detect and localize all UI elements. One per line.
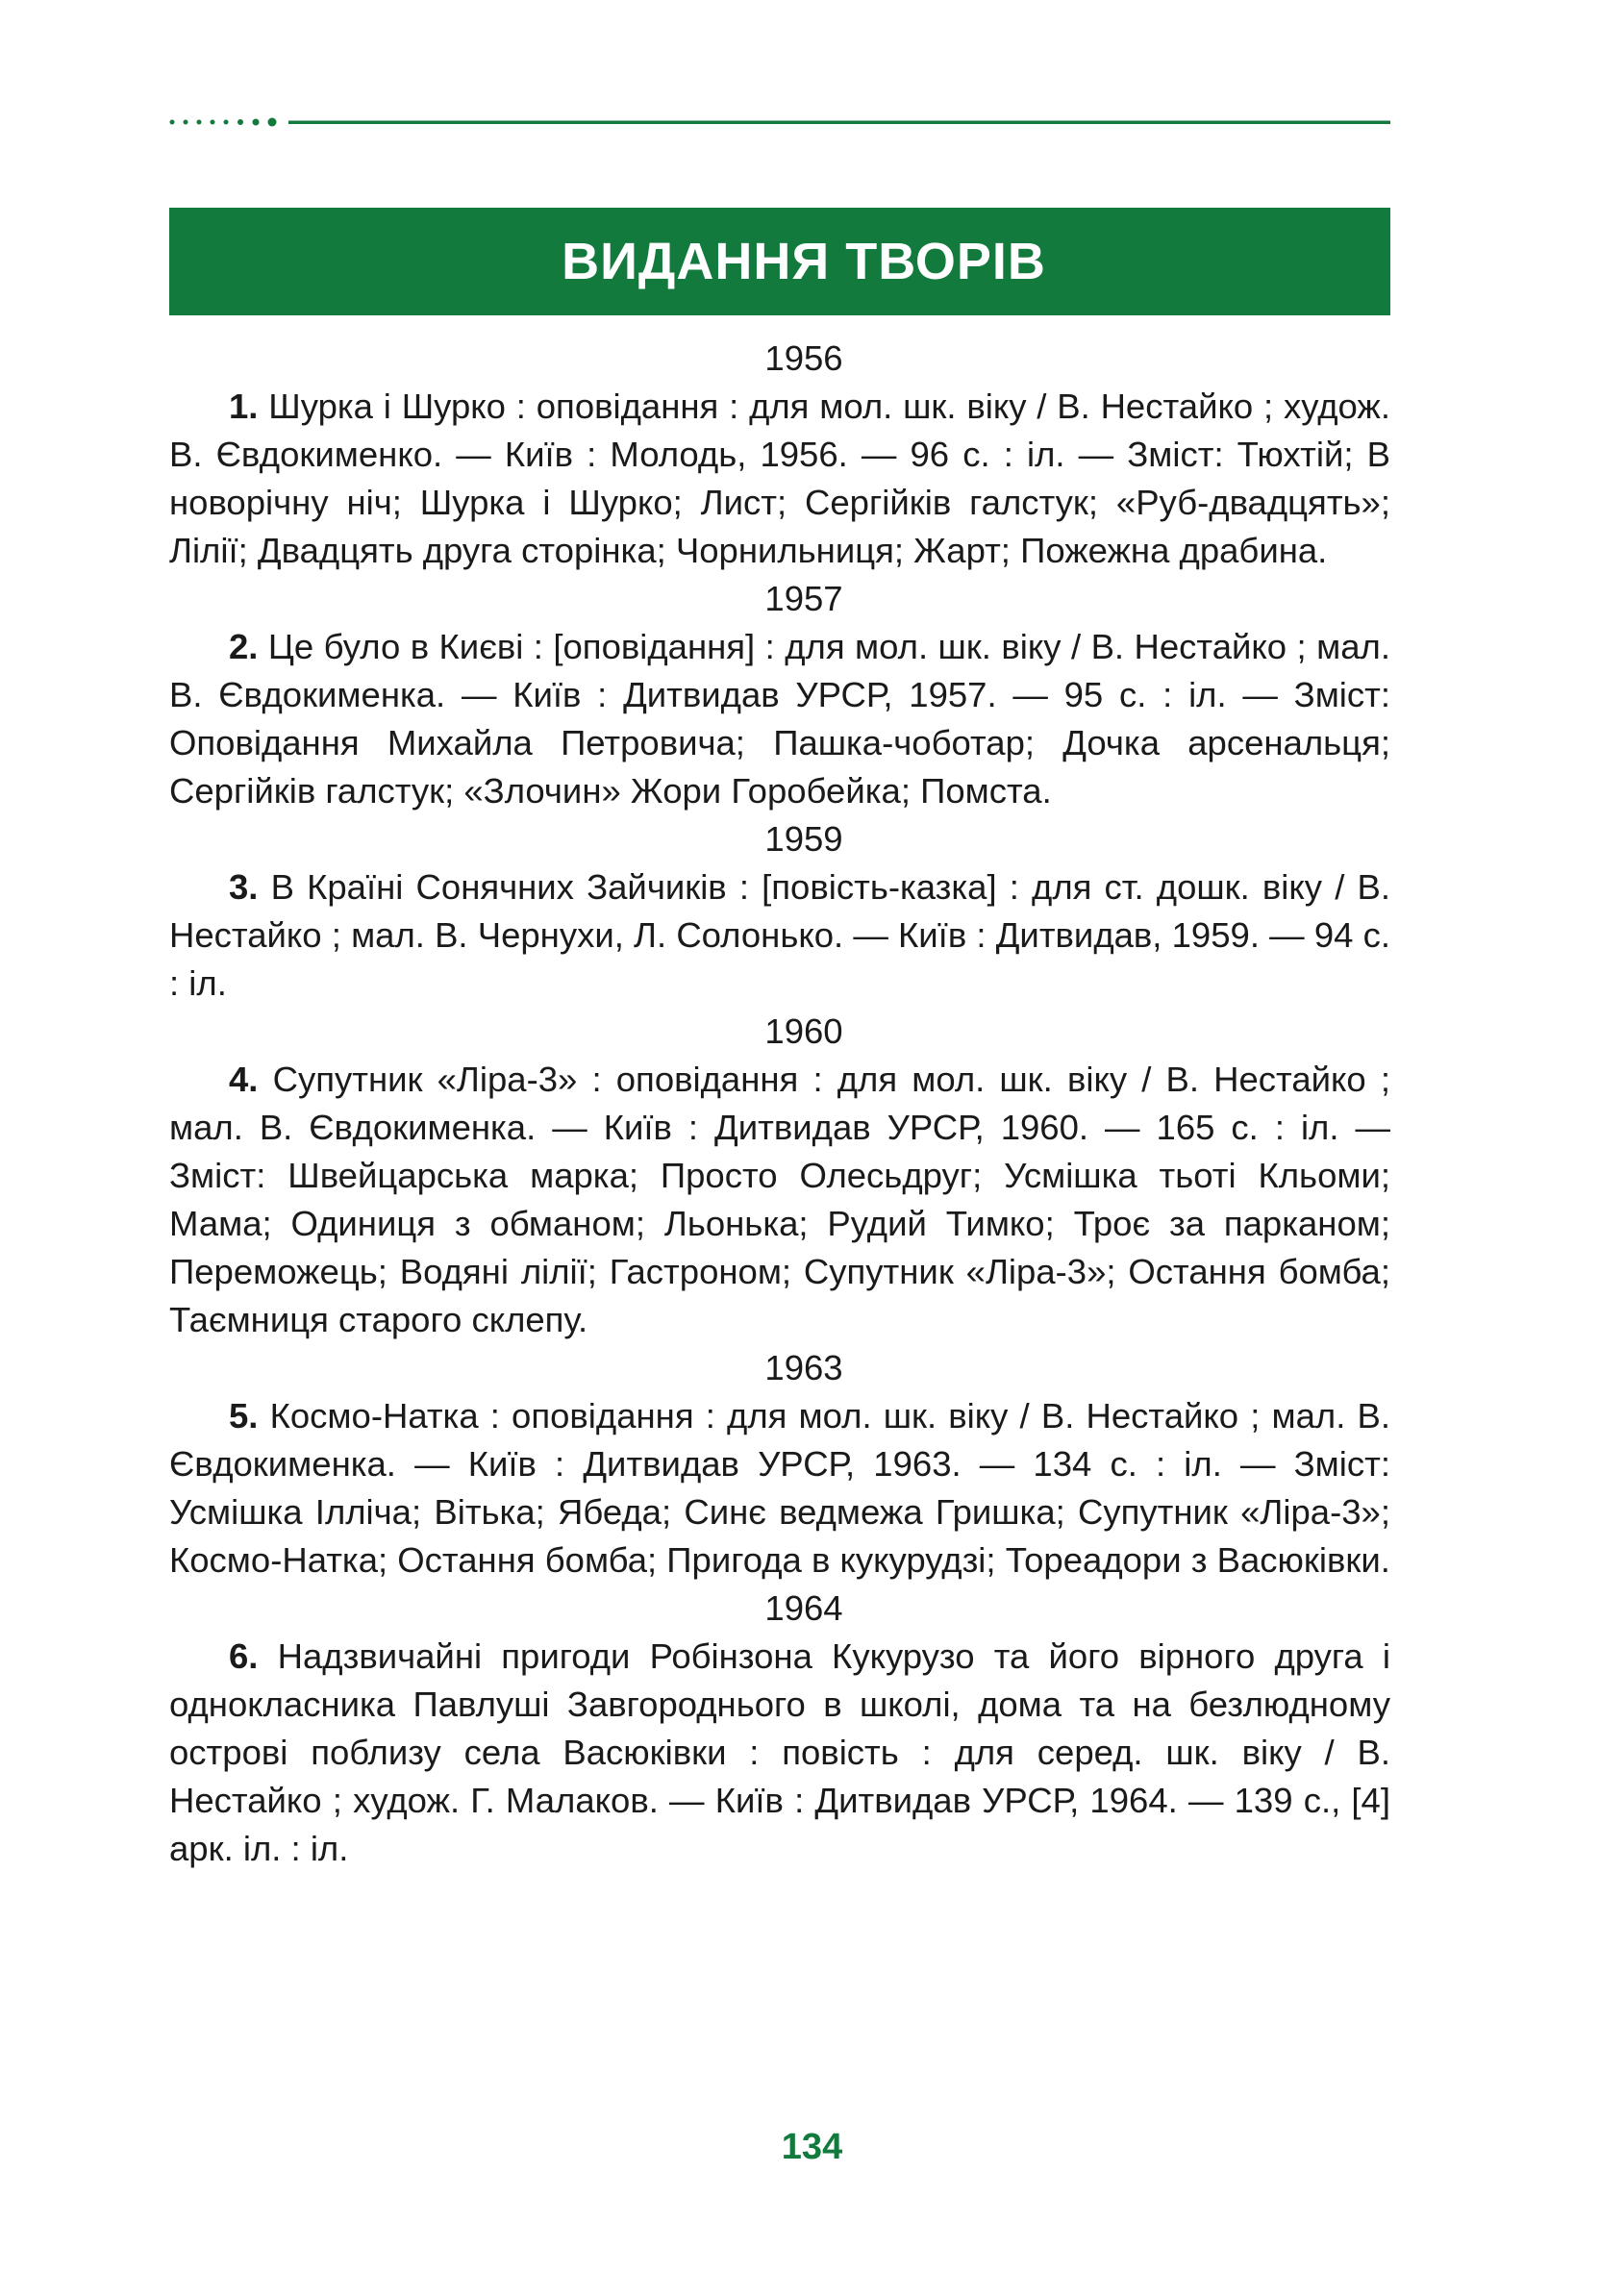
year-heading: 1964 [764,1588,843,1628]
entry-text: Супутник «Ліра-3» : оповідання : для мол. шк. віку / В. Нестайко ; мал. В. Євдокименка. — Київ : Дитвидав УРСР, 1960. — 165 с. : іл. — Зміст: Швейцарська марка; Просто Олесьдруг; Усмішка тьоті Кльоми; Мама; Одиниця з обманом; Льонька; Рудий Тимко; Троє за парканом; Переможець; Водяні лілії; Гастроном; Супутник «Ліра-3»; Остання бомба; Таємниця старого склепу. [169,1060,1390,1339]
page-title: ВИДАННЯ ТВОРІВ [562,233,1046,290]
decorative-dotted-rule [169,115,1390,129]
entry-number: 2. [229,627,259,666]
entry-number: 4. [229,1060,259,1099]
bibliography-entry [169,1056,1390,1344]
bibliography-entry [169,1392,1390,1585]
page-number: 134 [781,2127,843,2167]
entry-number: 3. [229,867,259,907]
bibliography-entry [169,623,1390,815]
year-heading: 1957 [764,579,843,618]
entry-text: Це було в Києві : [оповідання] : для мол. шк. віку / В. Нестайко ; мал. В. Євдокименка. — Київ : Дитвидав УРСР, 1957. — 95 с. : іл. — Зміст: Оповідання Михайла Петровича; Пашка-чоботар; Дочка арсенальця; Сергійків галстук; «Злочин» Жори Горобейка; Помста. [169,627,1390,811]
bibliography-entry [169,1633,1390,1873]
bibliography-entry [169,383,1390,575]
year-heading: 1960 [764,1011,843,1051]
entry-text: Шурка і Шурко : оповідання : для мол. шк. віку / В. Нестайко ; худож. В. Євдокименко. — Київ : Молодь, 1956. — 96 с. : іл. — Зміст: Тюхтій; В новорічну ніч; Шурка і Шурко; Лист; Сергійків галстук; «Руб-двадцять»; Лілії; Двадцять друга сторінка; Чорнильниця; Жарт; Пожежна драбина. [169,387,1390,570]
entry-number: 6. [229,1636,259,1676]
entry-number: 5. [229,1396,259,1436]
year-heading: 1956 [764,338,843,378]
entry-text: Надзвичайні пригоди Робінзона Кукурузо та його вірного друга і однокласника Павлуші Завгороднього в школі, дома та на безлюдному острові поблизу села Васюківки : повість : для серед. шк. віку / В. Нестайко ; худож. Г. Малаков. — Київ : Дитвидав УРСР, 1964. — 139 с., [4] арк. іл. : іл. [169,1636,1390,1868]
bibliography-entry [169,863,1390,1008]
entry-number: 1. [229,387,259,426]
entry-text: В Країні Сонячних Зайчиків : [повість-казка] : для ст. дошк. віку / В. Нестайко ; мал. В. Чернухи, Л. Солонько. — Київ : Дитвидав, 1959. — 94 с. : іл. [169,867,1390,1003]
bibliography-list [169,335,1390,1873]
year-heading: 1963 [764,1348,843,1387]
entry-text: Космо-Натка : оповідання : для мол. шк. віку / В. Нестайко ; мал. В. Євдокименка. — Київ : Дитвидав УРСР, 1963. — 134 с. : іл. — Зміст: Усмішка Ілліча; Вітька; Ябеда; Синє ведмежа Гришка; Супутник «Ліра-3»; Космо-Натка; Остання бомба; Пригода в кукурудзі; Тореадори з Васюківки. [169,1396,1390,1580]
section-title-banner [169,208,1390,315]
year-heading: 1959 [764,819,843,859]
